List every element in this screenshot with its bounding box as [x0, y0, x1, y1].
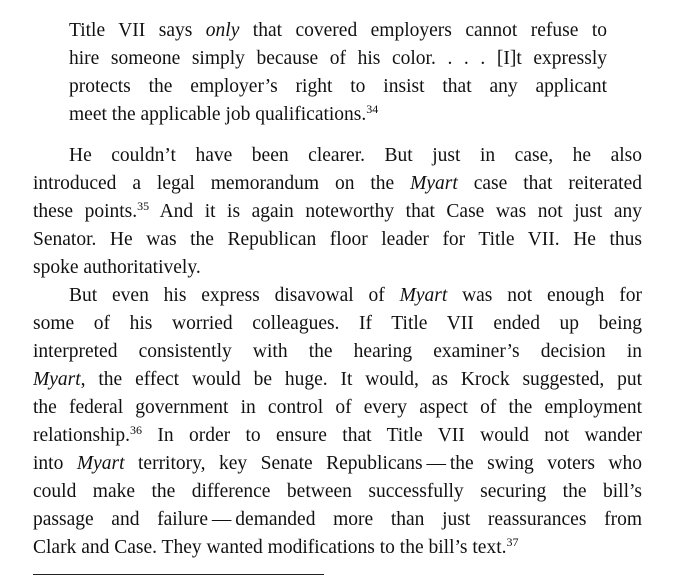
- footnote-separator: [33, 574, 324, 575]
- para2-line-6: relationship.$^{36}$ In order to ensure that Title VII would not wander: [33, 424, 642, 446]
- para2-line-2: some of his worried colleagues. If Title VII ended up being: [33, 313, 642, 334]
- para2-line-4: Myart, the effect would be huge. It would, as Krock suggested, put: [33, 369, 642, 390]
- para2-line-10: Clark and Case. They wanted modifications to the bill’s text.$^{37}$: [33, 535, 519, 558]
- para1-line-3: these points.$^{35}$ And it is again noteworthy that Case was not just any: [33, 200, 642, 222]
- para1-line-4: Senator. He was the Republican floor leader for Title VII. He thus: [33, 229, 642, 250]
- para2-line-3: interpreted consistently with the hearing examiner’s decision in: [33, 341, 642, 362]
- footnote-ref-37: 37: [506, 535, 519, 549]
- para2-line-1: But even his express disavowal of Myart was not enough for: [69, 285, 642, 306]
- para1-line-2: introduced a legal memorandum on the Myart case that reiterated: [33, 173, 642, 194]
- para2-line-5: the federal government in control of every aspect of the employment: [33, 397, 642, 418]
- para2-line-9: passage and failure — demanded more than just reassurances from: [33, 509, 642, 530]
- footnote-ref-34: 34: [366, 102, 379, 116]
- footnote-ref-35: 35: [137, 200, 150, 213]
- quote-line-1: Title VII says only that covered employers cannot refuse to: [69, 20, 607, 41]
- para2-line-8: could make the difference between successfully securing the bill’s: [33, 481, 642, 502]
- quote-line-3: protects the employer’s right to insist that any applicant: [69, 76, 607, 97]
- footnote-ref-36: 36: [129, 424, 142, 437]
- quote-line-4: meet the applicable job qualifications.$^{34}$: [69, 102, 379, 125]
- para1-line-1: He couldn’t have been clearer. But just in case, he also: [69, 145, 642, 166]
- quote-line-2: hire someone simply because of his color. . . . [I]t expressly: [69, 48, 607, 69]
- para1-line-5: spoke authoritatively.: [33, 257, 201, 278]
- para2-line-7: into Myart territory, key Senate Republicans — the swing voters who: [33, 453, 642, 474]
